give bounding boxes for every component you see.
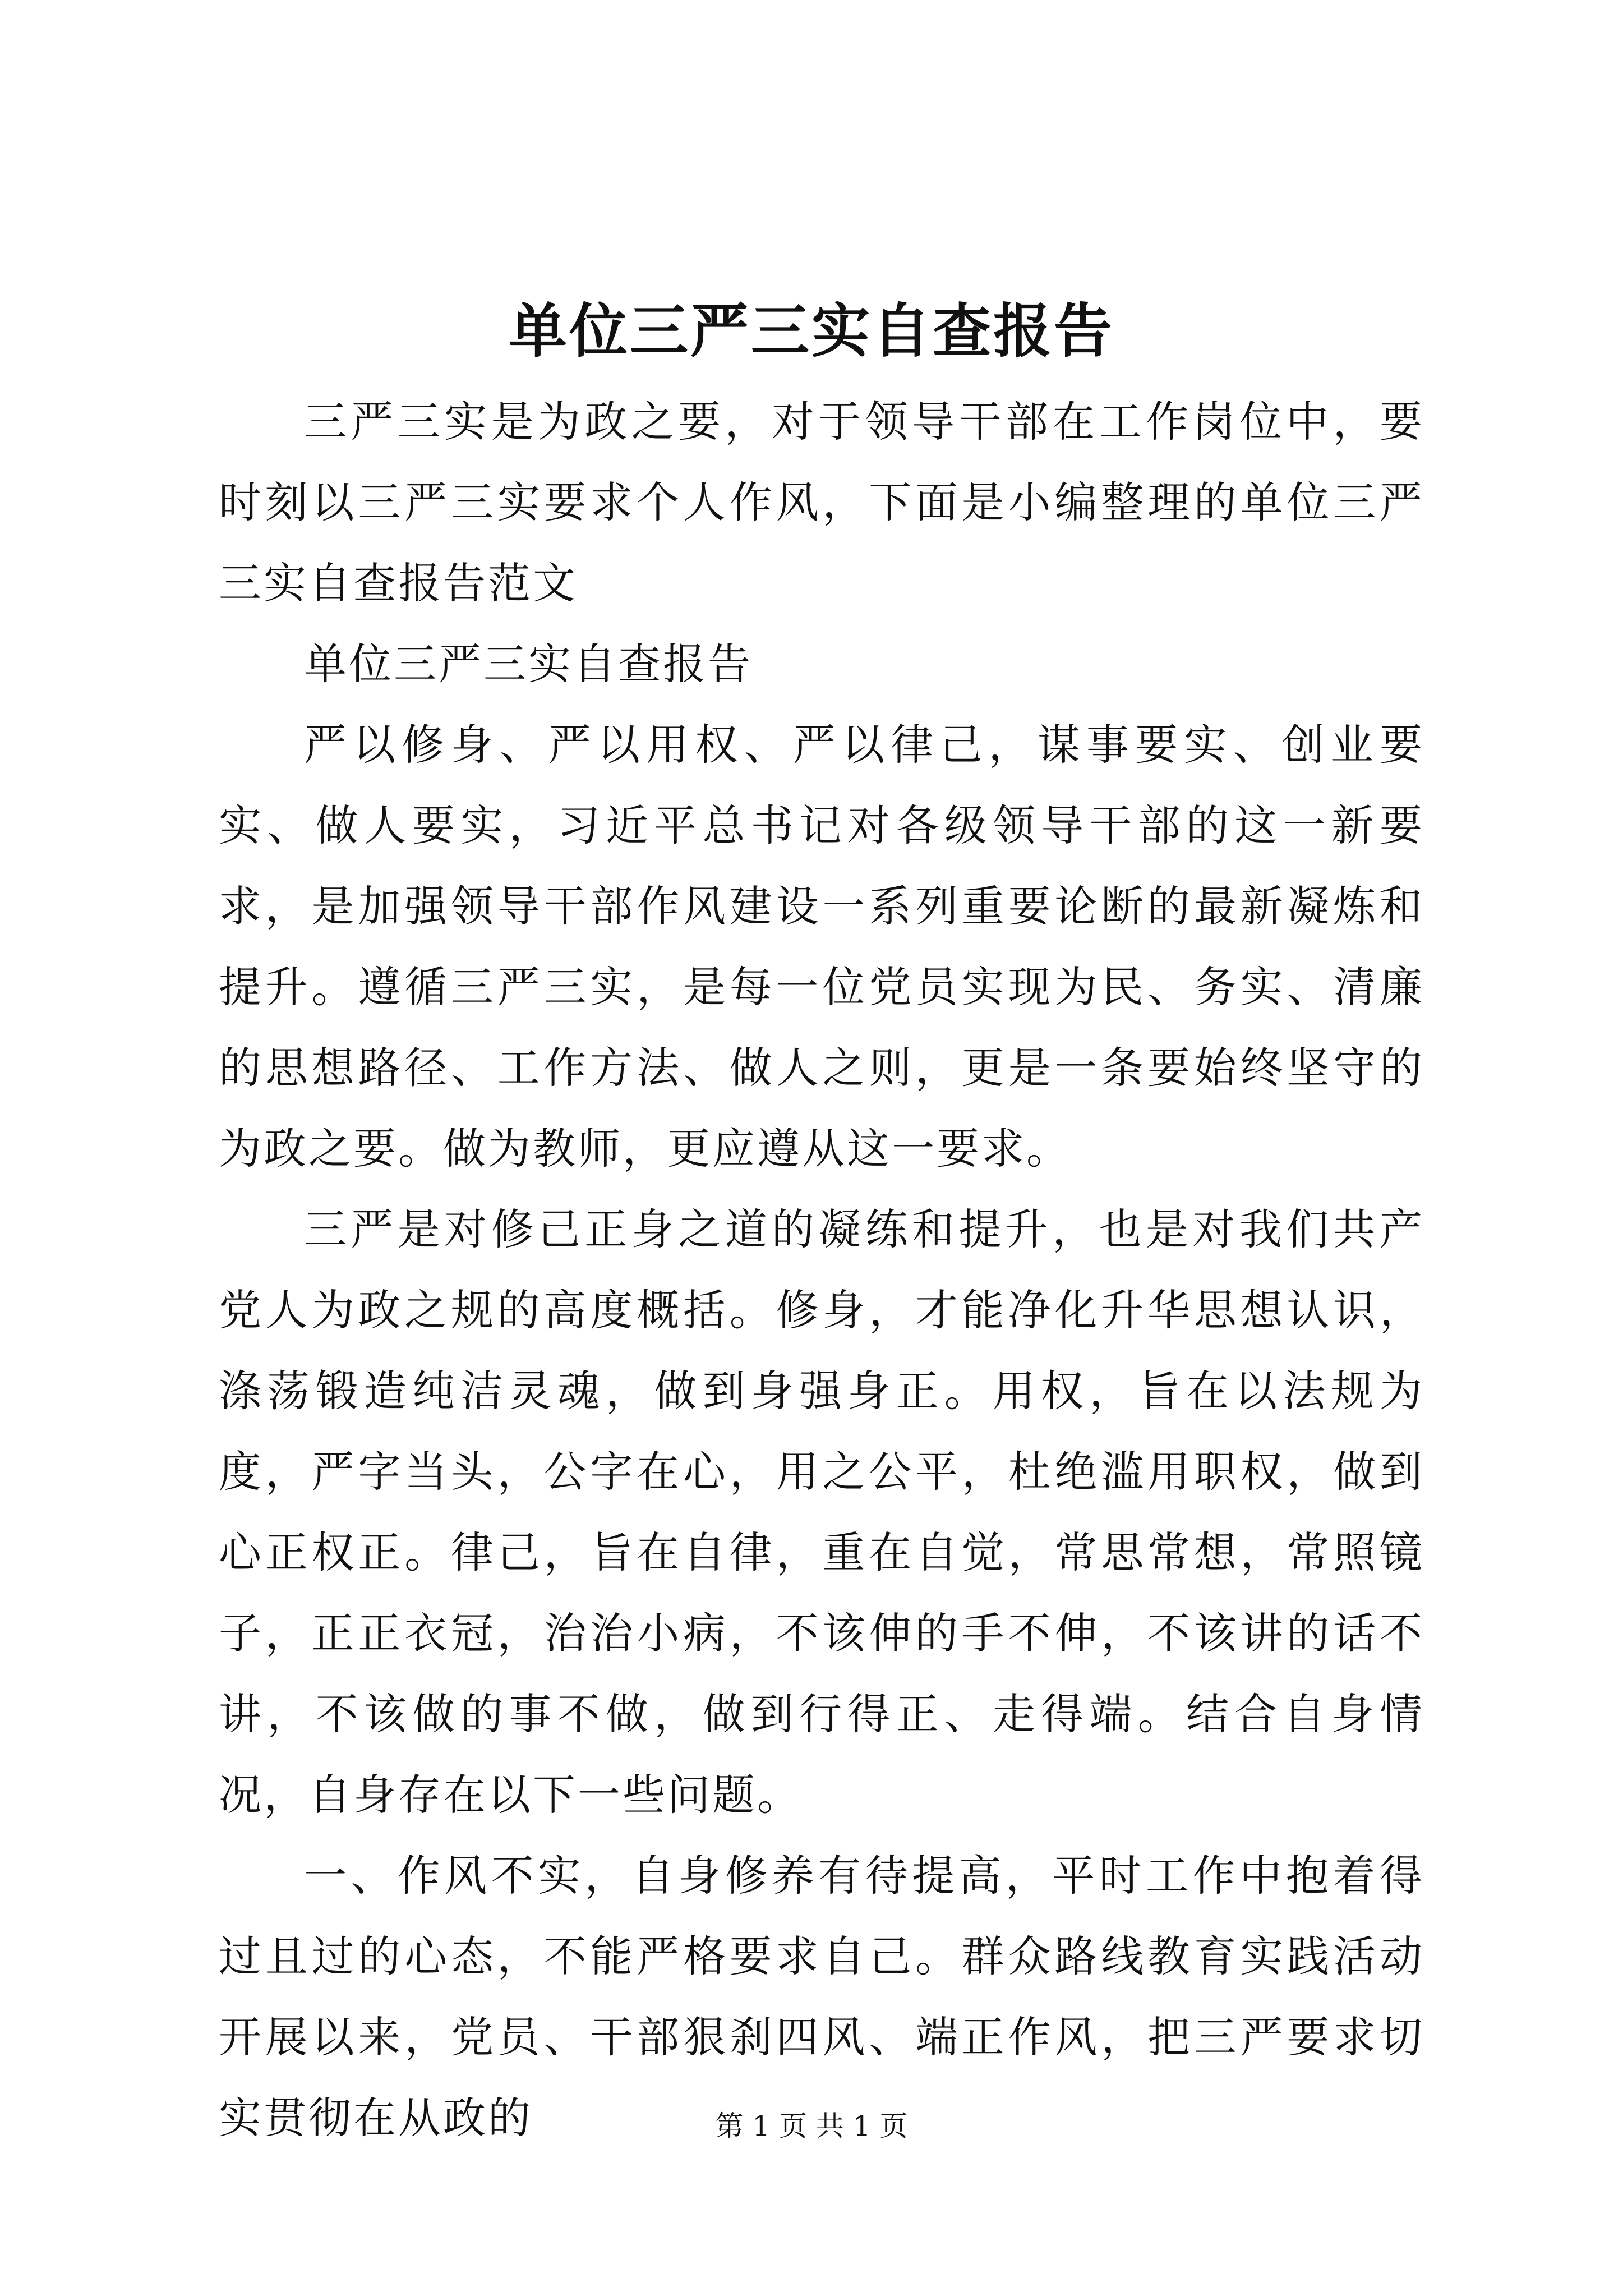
- paragraph-subtitle: 单位三严三实自查报告: [304, 639, 753, 689]
- page-footer: 第 1 页 共 1 页: [715, 2110, 908, 2142]
- document-body: [219, 381, 1424, 2159]
- paragraph-body-1: 严以修身、严以用权、严以律己，谋事要实、创业要实、做人要实，习近平总书记对各级领导干部的这一新要求，是加强领导干部作风建设一系列重要论断的最新凝炼和提升。遵循三严三实，是每一位党员实现为民、务实、清廉的思想路径、工作方法、做人之则，更是一条要始终坚守的为政之要。做为教师，更应遵从这一要求。: [219, 720, 1424, 1174]
- document-title: 单位三严三实自查报告: [508, 296, 1114, 365]
- paragraph-body-2: 三严是对修己正身之道的凝练和提升，也是对我们共产党人为政之规的高度概括。修身，才能净化升华思想认识，涤荡锻造纯洁灵魂，做到身强身正。用权，旨在以法规为度，严字当头，公字在心，用之公平，杜绝滥用职权，做到心正权正。律己，旨在自律，重在自觉，常思常想，常照镜子，正正衣冠，治治小病，不该伸的手不伸，不该讲的话不讲，不该做的事不做，做到行得正、走得端。结合自身情况，自身存在以下一些问题。: [219, 1204, 1424, 1820]
- paragraph-intro: 三严三实是为政之要，对于领导干部在工作岗位中，要时刻以三严三实要求个人作风，下面是小编整理的单位三严三实自查报告范文: [219, 397, 1424, 608]
- paragraph-body-3: 一、作风不实，自身修养有待提高，平时工作中抱着得过且过的心态，不能严格要求自己。群众路线教育实践活动开展以来，党员、干部狠刹四风、端正作风，把三严要求切实贯彻在从政的: [219, 1851, 1424, 2143]
